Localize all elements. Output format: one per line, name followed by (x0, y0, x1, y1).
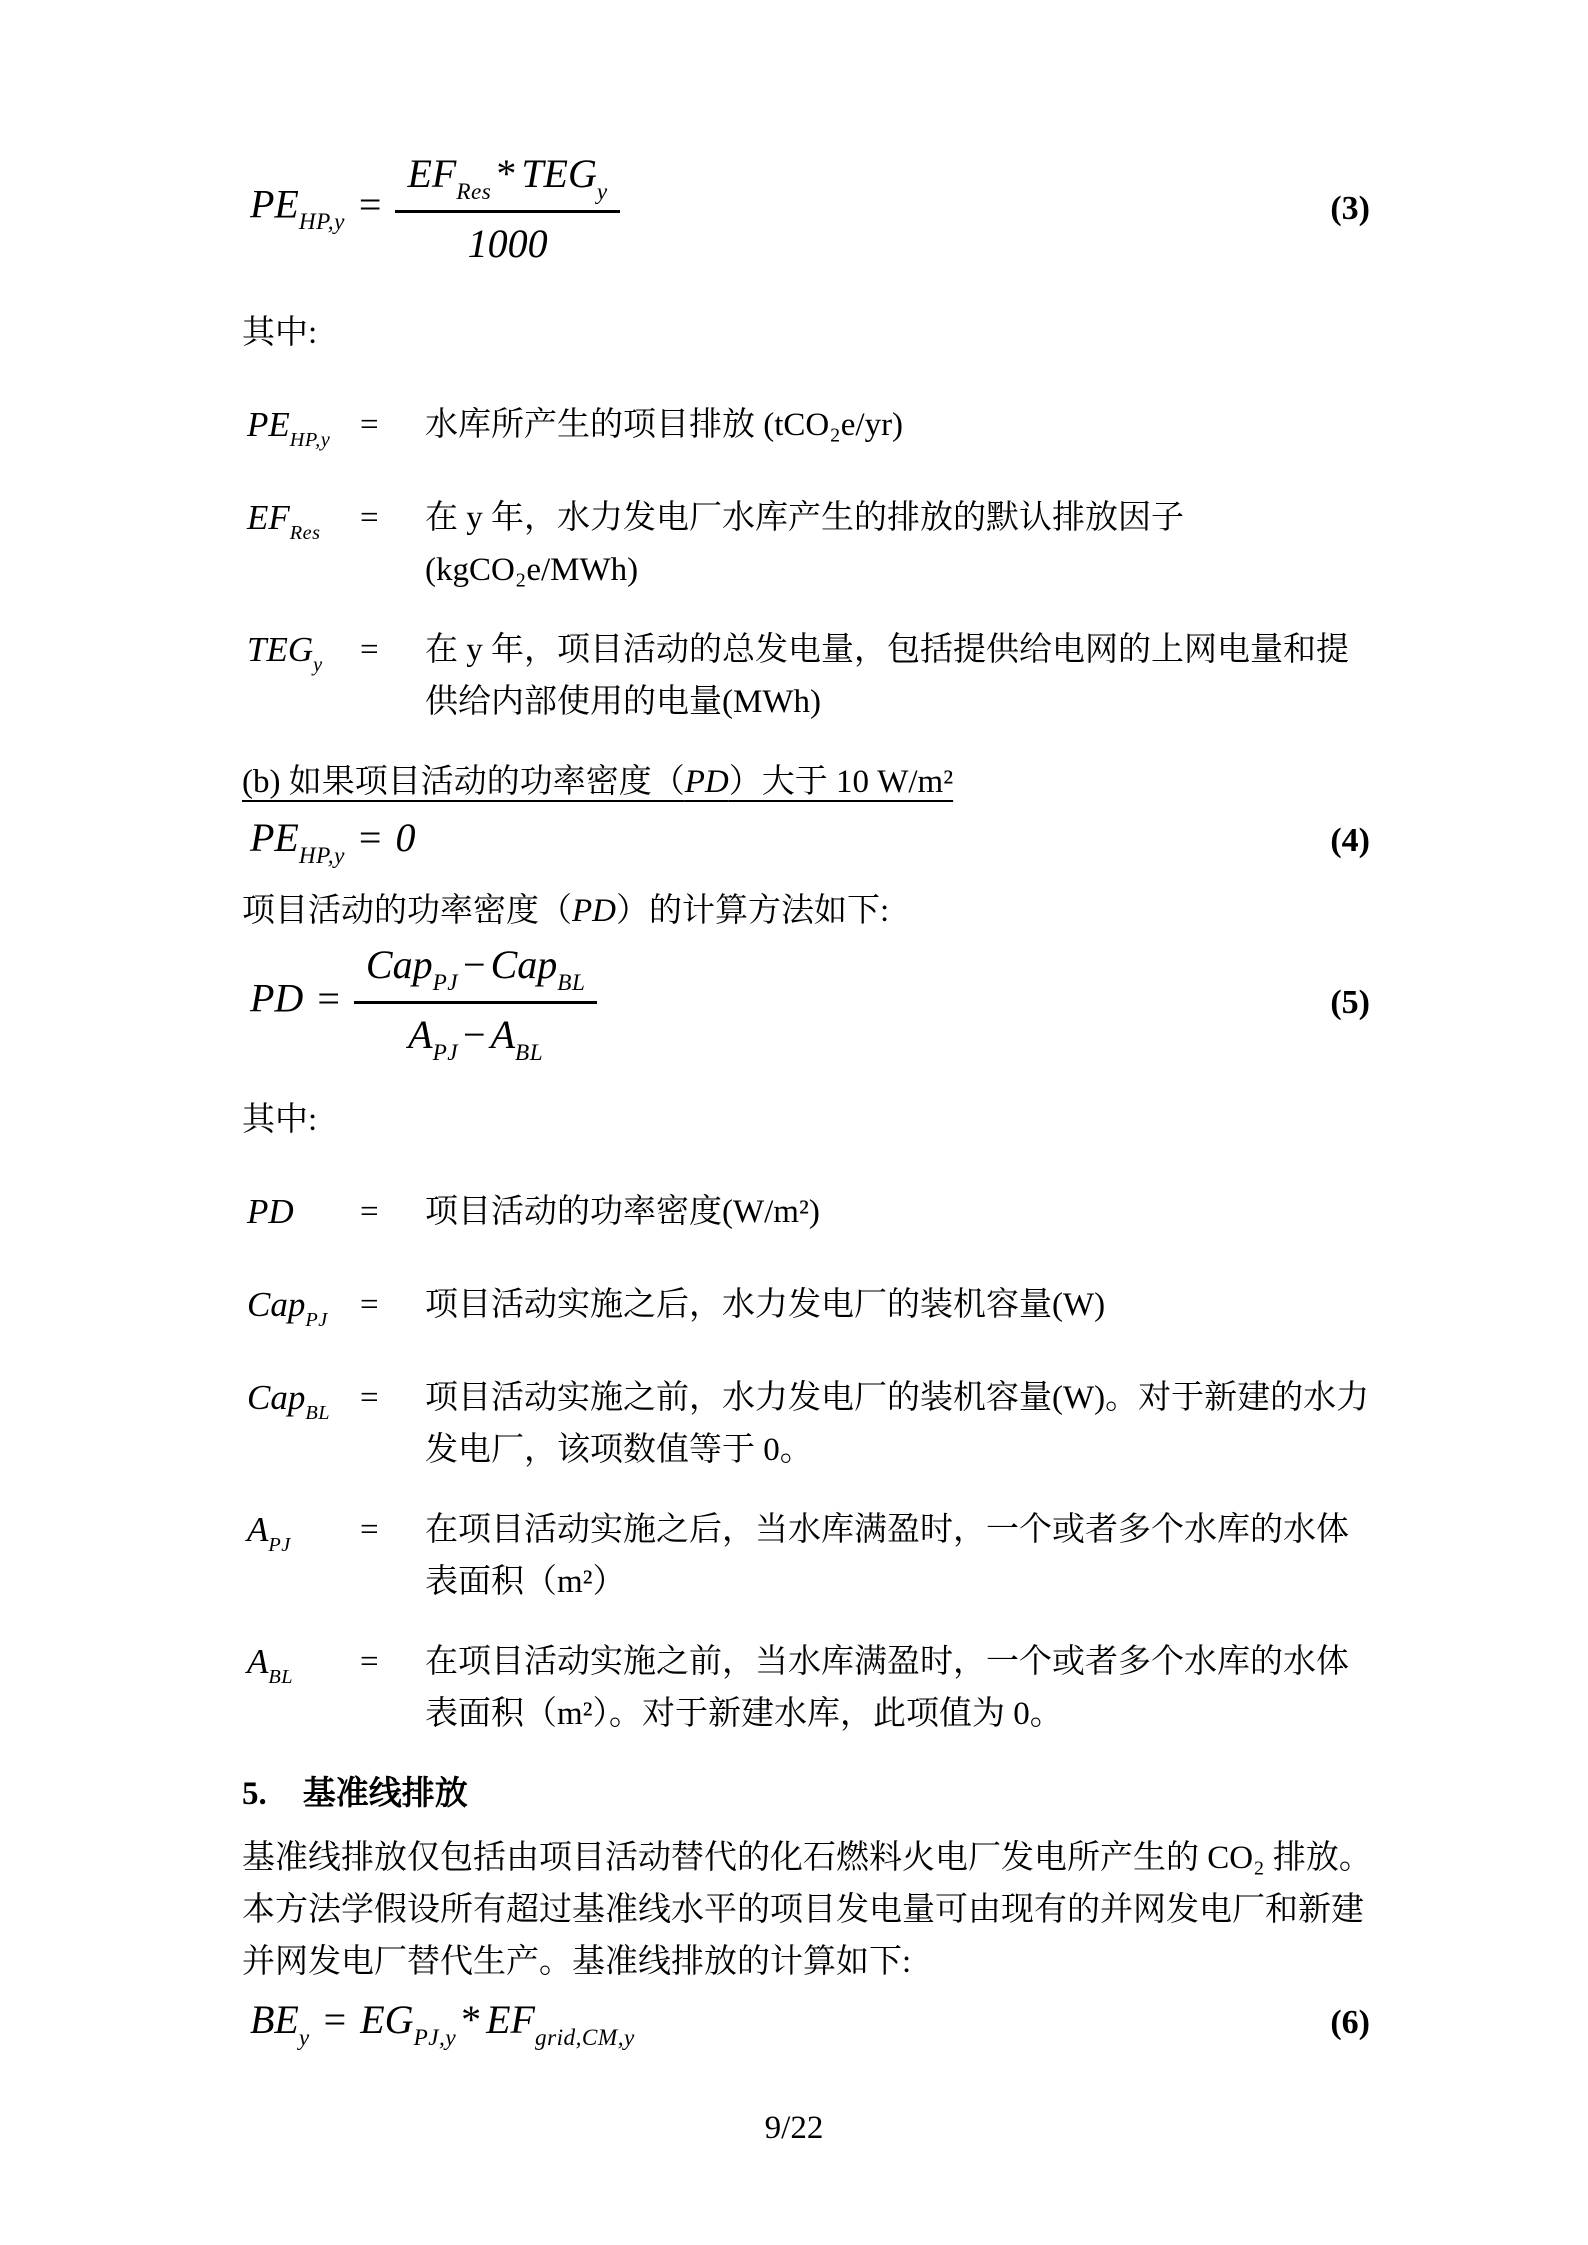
equals-sign: = (360, 1512, 379, 1548)
symbol-cap-pj: Cap$_{PJ}$ (247, 1285, 328, 1332)
baseline-emissions-paragraph (242, 1832, 1370, 1988)
eq3-num-term1-subscript: Res (456, 178, 492, 205)
symbol-pd: PD (247, 1192, 294, 1231)
equation-5-number: (5) (1330, 983, 1370, 1021)
eq3-numerator (395, 150, 619, 210)
pd-intro-prefix: 项目活动的功率密度（ (242, 893, 572, 929)
paragraph-line-1: 基准线排放仅包括由项目活动替代的化石燃料火电厂发电所产生的 CO₂ 排放。 (242, 1840, 1372, 1876)
definition-row-teg (242, 624, 1370, 728)
condition-b-suffix: ）大于 10 W/m² (728, 764, 954, 800)
symbol-ef: $EF_{Res}$ (247, 498, 321, 545)
equation-3-number: (3) (1330, 189, 1370, 227)
definition-text-cap-bl: 项目活动实施之前，水力发电厂的装机容量(W)。对于新建的水力发电厂，该项数值等于 0。 (425, 1380, 1370, 1468)
condition-b-prefix: (b) 如果项目活动的功率密度（ (242, 764, 685, 800)
eq3-num-term2-subscript: y (596, 178, 608, 205)
equals-sign: = (360, 1644, 379, 1680)
definition-row-pd (242, 1186, 1370, 1251)
paragraph-line-2: 本方法学假设所有超过基准线水平的项目发电量可由现有的并网发电厂和新建 (242, 1892, 1364, 1928)
eq6-term2: EF (486, 1997, 535, 2042)
equation-5-formula (242, 941, 597, 1064)
pd-intro-suffix: ）的计算方法如下: (616, 893, 890, 929)
definition-text-a-pj: 在项目活动实施之后，当水库满盈时，一个或者多个水库的水体表面积（m²） (425, 1512, 1349, 1600)
paragraph-line-3: 并网发电厂替代生产。基准线排放的计算如下: (242, 1944, 912, 1980)
eq6-term1: EG (360, 1997, 414, 2042)
equals-sign: = (360, 1380, 379, 1416)
eq5-fraction (354, 941, 597, 1064)
equals-sign: = (360, 1287, 379, 1323)
definition-row-cap-bl (242, 1372, 1370, 1476)
eq5-num-term2: Cap (490, 942, 558, 987)
definition-row-a-bl (242, 1636, 1370, 1740)
equation-6-formula (242, 1996, 635, 2049)
eq3-lhs: PE (250, 181, 299, 227)
equals-sign: = (360, 1194, 379, 1230)
definition-text-teg: 在 y 年，项目活动的总发电量，包括提供给电网的上网电量和提供给内部使用的电量(MWh) (425, 632, 1349, 720)
eq5-equals: = (317, 975, 340, 1021)
eq3-denominator: 1000 (395, 210, 619, 267)
equation-6-number: (6) (1330, 2003, 1370, 2041)
definition-text-a-bl: 在项目活动实施之前，当水库满盈时，一个或者多个水库的水体表面积（m²）。对于新建水库，此项值为 0。 (425, 1644, 1349, 1732)
equation-4-row (242, 814, 1370, 867)
symbol-a-pj: $A_{PJ}$ (247, 1510, 291, 1557)
eq5-lhs: PD (250, 975, 304, 1021)
eq3-num-term2: TEG (521, 151, 597, 196)
eq5-numerator: Cap$_{PJ}$ − Cap$_{BL}$ (365, 942, 586, 996)
eq3-num-term1: EF (407, 151, 457, 196)
equation-4-formula (242, 814, 415, 867)
eq4-lhs-subscript: HP,y (298, 842, 345, 869)
definition-list-2 (242, 1186, 1370, 1740)
equation-4-number: (4) (1330, 821, 1370, 859)
condition-b-var-pd: PD (684, 764, 729, 800)
equals-sign: = (360, 632, 379, 668)
equals-sign: = (360, 407, 379, 443)
symbol-a-bl: $A_{BL}$ (247, 1642, 294, 1689)
where-label-1: 其中: (242, 315, 318, 351)
condition-b-heading (242, 756, 1370, 808)
eq3-lhs-subscript: HP,y (298, 209, 345, 236)
page-number: 9/22 (764, 2110, 824, 2146)
definition-text-pd: 项目活动的功率密度(W/m²) (425, 1194, 820, 1230)
eq5-num-term1: Cap (365, 942, 433, 987)
eq4-equals: = (358, 815, 382, 860)
eq6-lhs: BE (250, 1997, 299, 2042)
section-5-heading (242, 1768, 1370, 1820)
equals-sign: = (360, 500, 379, 536)
eq3-fraction (395, 150, 619, 267)
eq6-equals: = (323, 1997, 347, 2042)
pd-intro-var: PD (572, 893, 616, 929)
eq4-rhs: 0 (395, 815, 416, 860)
eq6-term2-subscript: grid,CM,y (534, 2024, 635, 2051)
eq5-minus-operator-2: − (463, 1012, 486, 1057)
eq6-term1-subscript: PJ,y (413, 2024, 457, 2051)
definition-row-ef (242, 492, 1370, 596)
symbol-pe: $PE_{HP,y}$ (247, 405, 331, 452)
symbol-cap-bl: Cap$_{BL}$ (247, 1378, 331, 1425)
definition-row-pe (242, 399, 1370, 464)
eq5-minus-operator: − (463, 942, 486, 987)
section-5-title: 基准线排放 (302, 1776, 468, 1812)
eq6-lhs-subscript: y (298, 2024, 310, 2051)
section-5-number: 5. (242, 1776, 267, 1812)
symbol-teg: $TEG_y$ (247, 630, 323, 677)
eq5-den-term2: A (490, 1012, 516, 1057)
definition-text-pe: 水库所产生的项目排放 (tCO₂e/yr) (425, 407, 904, 443)
eq6-multiply-operator: * (461, 1997, 482, 2042)
definition-row-cap-pj (242, 1279, 1370, 1344)
where-label-2: 其中: (242, 1102, 318, 1138)
equation-3-formula (242, 150, 620, 267)
eq3-equals: = (358, 181, 382, 227)
eq5-den-term1: A (408, 1012, 433, 1057)
definition-row-a-pj (242, 1504, 1370, 1608)
eq5-denominator: $A_{PJ} - A_{BL}$ (354, 1001, 597, 1064)
equation-6-row (242, 1996, 1370, 2049)
eq3-multiply-operator: * (496, 151, 517, 196)
equation-3-row (242, 150, 1370, 267)
eq4-lhs: PE (250, 815, 299, 860)
definition-list-1 (242, 399, 1370, 728)
definition-text-cap-pj: 项目活动实施之后，水力发电厂的装机容量(W) (425, 1287, 1106, 1323)
equation-5-row (242, 941, 1370, 1064)
pd-calculation-intro (242, 885, 1370, 937)
definition-text-ef: 在 y 年，水力发电厂水库产生的排放的默认排放因子 (kgCO₂e/MWh) (425, 500, 1184, 588)
